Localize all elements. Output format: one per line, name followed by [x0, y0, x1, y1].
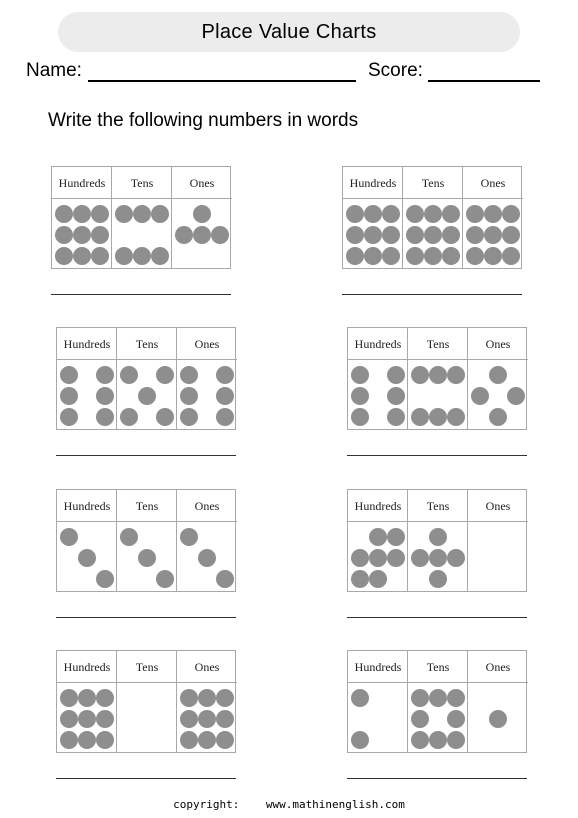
counter-dot — [442, 205, 460, 223]
counter-dot — [466, 226, 484, 244]
counter-dot — [120, 408, 138, 426]
answer-line[interactable] — [56, 455, 236, 456]
place-value-chart — [56, 489, 236, 592]
column-header-hundreds: Hundreds — [57, 328, 117, 360]
counter-dot — [198, 549, 216, 567]
counter-dot — [96, 366, 114, 384]
counter-dot — [198, 731, 216, 749]
counter-dot — [216, 366, 234, 384]
counter-dot — [180, 689, 198, 707]
column-header-ones: Ones — [177, 328, 237, 360]
counter-dot — [351, 387, 369, 405]
counter-dot — [351, 366, 369, 384]
place-value-chart — [347, 650, 527, 753]
counter-dot — [411, 408, 429, 426]
counter-dot — [429, 549, 447, 567]
counter-dot — [156, 570, 174, 588]
hundreds-cell — [348, 360, 408, 431]
counter-dot — [216, 689, 234, 707]
counter-dot — [382, 205, 400, 223]
counter-dot — [489, 408, 507, 426]
counter-dot — [60, 731, 78, 749]
counter-dot — [411, 549, 429, 567]
counter-dot — [78, 549, 96, 567]
column-header-hundreds: Hundreds — [348, 490, 408, 522]
counter-dot — [429, 408, 447, 426]
place-value-chart — [347, 327, 527, 430]
counter-dot — [351, 549, 369, 567]
counter-dot — [198, 710, 216, 728]
counter-dot — [364, 226, 382, 244]
ones-cell — [177, 360, 237, 431]
counter-dot — [198, 689, 216, 707]
counter-dot — [424, 226, 442, 244]
counter-dot — [429, 689, 447, 707]
tens-cell — [117, 683, 177, 754]
tens-cell — [117, 360, 177, 431]
score-field[interactable] — [428, 80, 540, 82]
copyright-label: copyright: — [173, 798, 240, 811]
answer-line[interactable] — [342, 294, 522, 295]
counter-dot — [180, 366, 198, 384]
place-value-chart — [56, 650, 236, 753]
answer-line[interactable] — [51, 294, 231, 295]
counter-dot — [369, 570, 387, 588]
ones-cell — [177, 683, 237, 754]
counter-dot — [346, 247, 364, 265]
counter-dot — [120, 528, 138, 546]
ones-cell — [468, 360, 528, 431]
name-field[interactable] — [88, 80, 356, 82]
ones-cell — [172, 199, 232, 270]
column-header-ones: Ones — [468, 651, 528, 683]
tens-cell — [408, 360, 468, 431]
tens-cell — [408, 683, 468, 754]
counter-dot — [406, 247, 424, 265]
counter-dot — [78, 731, 96, 749]
place-value-chart — [347, 489, 527, 592]
counter-dot — [115, 205, 133, 223]
hundreds-cell — [348, 683, 408, 754]
ones-cell — [177, 522, 237, 593]
counter-dot — [411, 710, 429, 728]
counter-dot — [91, 205, 109, 223]
counter-dot — [156, 408, 174, 426]
column-header-hundreds: Hundreds — [57, 490, 117, 522]
counter-dot — [216, 570, 234, 588]
counter-dot — [429, 366, 447, 384]
counter-dot — [411, 731, 429, 749]
counter-dot — [387, 408, 405, 426]
column-header-hundreds: Hundreds — [343, 167, 403, 199]
counter-dot — [91, 226, 109, 244]
website-link[interactable]: www.mathinenglish.com — [265, 798, 405, 811]
column-header-tens: Tens — [117, 328, 177, 360]
counter-dot — [180, 731, 198, 749]
counter-dot — [484, 205, 502, 223]
tens-cell — [403, 199, 463, 270]
column-header-tens: Tens — [408, 651, 468, 683]
counter-dot — [60, 366, 78, 384]
hundreds-cell — [57, 683, 117, 754]
name-label: Name: — [26, 60, 82, 81]
counter-dot — [447, 689, 465, 707]
counter-dot — [351, 408, 369, 426]
counter-dot — [507, 387, 525, 405]
hundreds-cell — [57, 360, 117, 431]
counter-dot — [369, 528, 387, 546]
tens-cell — [112, 199, 172, 270]
column-header-hundreds: Hundreds — [57, 651, 117, 683]
counter-dot — [73, 247, 91, 265]
counter-dot — [115, 247, 133, 265]
counter-dot — [180, 528, 198, 546]
counter-dot — [346, 205, 364, 223]
counter-dot — [387, 366, 405, 384]
hundreds-cell — [348, 522, 408, 593]
counter-dot — [60, 710, 78, 728]
counter-dot — [502, 226, 520, 244]
counter-dot — [133, 205, 151, 223]
instruction: Write the following numbers in words — [48, 110, 359, 131]
counter-dot — [484, 247, 502, 265]
column-header-hundreds: Hundreds — [52, 167, 112, 199]
counter-dot — [424, 247, 442, 265]
counter-dot — [387, 387, 405, 405]
counter-dot — [96, 710, 114, 728]
counter-dot — [156, 366, 174, 384]
counter-dot — [96, 731, 114, 749]
counter-dot — [382, 247, 400, 265]
column-header-ones: Ones — [177, 490, 237, 522]
footer — [0, 798, 578, 811]
counter-dot — [382, 226, 400, 244]
counter-dot — [447, 731, 465, 749]
counter-dot — [180, 387, 198, 405]
counter-dot — [60, 528, 78, 546]
counter-dot — [351, 731, 369, 749]
counter-dot — [151, 205, 169, 223]
tens-cell — [408, 522, 468, 593]
column-header-hundreds: Hundreds — [348, 328, 408, 360]
answer-line[interactable] — [347, 778, 527, 779]
counter-dot — [55, 205, 73, 223]
counter-dot — [73, 205, 91, 223]
counter-dot — [411, 366, 429, 384]
counter-dot — [406, 226, 424, 244]
column-header-hundreds: Hundreds — [348, 651, 408, 683]
counter-dot — [78, 689, 96, 707]
counter-dot — [447, 549, 465, 567]
counter-dot — [489, 366, 507, 384]
counter-dot — [442, 226, 460, 244]
column-header-tens: Tens — [117, 651, 177, 683]
counter-dot — [96, 387, 114, 405]
counter-dot — [216, 408, 234, 426]
tens-cell — [117, 522, 177, 593]
counter-dot — [175, 226, 193, 244]
ones-cell — [463, 199, 523, 270]
counter-dot — [502, 247, 520, 265]
counter-dot — [369, 549, 387, 567]
column-header-ones: Ones — [468, 328, 528, 360]
counter-dot — [216, 710, 234, 728]
place-value-chart — [56, 327, 236, 430]
counter-dot — [351, 570, 369, 588]
counter-dot — [96, 408, 114, 426]
answer-line[interactable] — [347, 455, 527, 456]
counter-dot — [60, 387, 78, 405]
counter-dot — [180, 710, 198, 728]
counter-dot — [55, 226, 73, 244]
counter-dot — [447, 366, 465, 384]
counter-dot — [120, 366, 138, 384]
score-label: Score: — [368, 60, 423, 81]
counter-dot — [91, 247, 109, 265]
counter-dot — [138, 549, 156, 567]
answer-line[interactable] — [56, 617, 236, 618]
counter-dot — [429, 731, 447, 749]
counter-dot — [411, 689, 429, 707]
counter-dot — [351, 689, 369, 707]
page-title: Place Value Charts — [58, 12, 520, 52]
counter-dot — [471, 387, 489, 405]
counter-dot — [96, 570, 114, 588]
counter-dot — [60, 689, 78, 707]
counter-dot — [387, 528, 405, 546]
counter-dot — [73, 226, 91, 244]
counter-dot — [466, 247, 484, 265]
counter-dot — [211, 226, 229, 244]
ones-cell — [468, 683, 528, 754]
hundreds-cell — [57, 522, 117, 593]
counter-dot — [364, 247, 382, 265]
counter-dot — [447, 408, 465, 426]
counter-dot — [489, 710, 507, 728]
hundreds-cell — [52, 199, 112, 270]
counter-dot — [447, 710, 465, 728]
hundreds-cell — [343, 199, 403, 270]
counter-dot — [55, 247, 73, 265]
column-header-tens: Tens — [112, 167, 172, 199]
counter-dot — [484, 226, 502, 244]
column-header-ones: Ones — [463, 167, 523, 199]
column-header-ones: Ones — [177, 651, 237, 683]
counter-dot — [138, 387, 156, 405]
counter-dot — [502, 205, 520, 223]
counter-dot — [429, 570, 447, 588]
column-header-tens: Tens — [408, 490, 468, 522]
answer-line[interactable] — [56, 778, 236, 779]
answer-line[interactable] — [347, 617, 527, 618]
counter-dot — [151, 247, 169, 265]
counter-dot — [60, 408, 78, 426]
counter-dot — [387, 549, 405, 567]
counter-dot — [364, 205, 382, 223]
counter-dot — [429, 528, 447, 546]
place-value-chart — [51, 166, 231, 269]
counter-dot — [216, 731, 234, 749]
ones-cell — [468, 522, 528, 593]
counter-dot — [406, 205, 424, 223]
place-value-chart — [342, 166, 522, 269]
column-header-tens: Tens — [117, 490, 177, 522]
counter-dot — [193, 205, 211, 223]
column-header-ones: Ones — [172, 167, 232, 199]
counter-dot — [466, 205, 484, 223]
counter-dot — [442, 247, 460, 265]
counter-dot — [346, 226, 364, 244]
counter-dot — [78, 710, 96, 728]
column-header-tens: Tens — [403, 167, 463, 199]
counter-dot — [216, 387, 234, 405]
counter-dot — [96, 689, 114, 707]
counter-dot — [424, 205, 442, 223]
counter-dot — [180, 408, 198, 426]
column-header-tens: Tens — [408, 328, 468, 360]
column-header-ones: Ones — [468, 490, 528, 522]
counter-dot — [133, 247, 151, 265]
counter-dot — [193, 226, 211, 244]
